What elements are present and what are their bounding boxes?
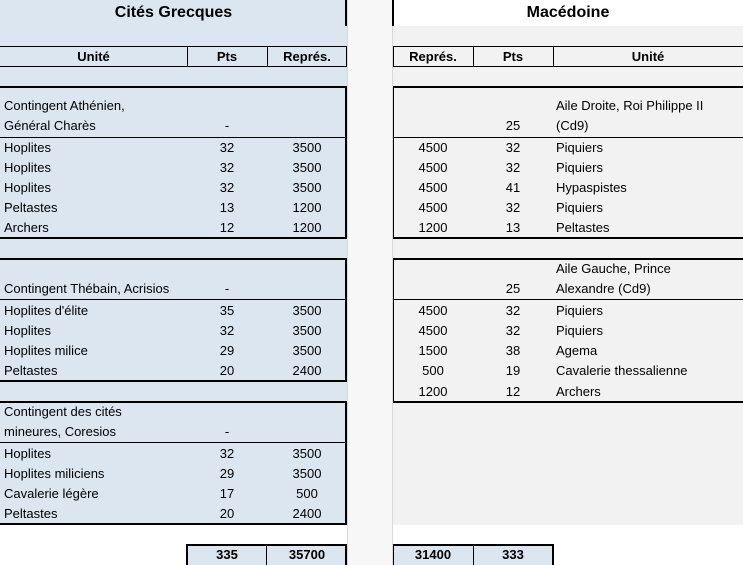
- unit-name: Agema: [556, 343, 598, 358]
- unit-name: Piquiers: [556, 303, 603, 318]
- border: [267, 46, 268, 67]
- border: [393, 46, 394, 67]
- unit-name: Hypaspistes: [556, 180, 627, 195]
- middle-gap-column: [347, 0, 393, 565]
- unit-repr: 4500: [418, 323, 448, 338]
- macedonia-header-unit: Unité: [631, 49, 665, 64]
- unit-name: Peltastes: [4, 200, 58, 215]
- macedonia-header-repr: Représ.: [409, 49, 457, 64]
- border: [0, 380, 347, 382]
- border: [553, 46, 554, 67]
- greek-total-pts: 335: [216, 547, 238, 562]
- unit-repr: 1500: [418, 343, 448, 358]
- wing-pts: 25: [505, 118, 521, 133]
- unit-pts: 12: [505, 384, 521, 399]
- unit-pts: 32: [219, 446, 235, 461]
- unit-pts: 38: [505, 343, 521, 358]
- unit-name: Piquiers: [556, 140, 603, 155]
- unit-repr: 3500: [292, 466, 322, 481]
- border: [0, 523, 347, 525]
- unit-repr: 1200: [418, 384, 448, 399]
- border: [186, 544, 188, 565]
- unit-name: Archers: [4, 220, 49, 235]
- unit-pts: 32: [505, 200, 521, 215]
- unit-repr: 1200: [292, 200, 322, 215]
- greek-title: Cités Grecques: [114, 4, 233, 21]
- unit-repr: 3500: [292, 323, 322, 338]
- wing-name-line: Alexandre (Cd9): [556, 281, 651, 296]
- greek-spacer-row: [0, 26, 347, 46]
- unit-name: Hoplites: [4, 180, 51, 195]
- greek-header-unit: Unité: [77, 49, 110, 64]
- contingent-name-line: Contingent des cités: [4, 404, 122, 419]
- border: [393, 299, 743, 300]
- unit-repr: 4500: [418, 180, 448, 195]
- unit-pts: 29: [219, 343, 235, 358]
- border: [392, 86, 743, 88]
- unit-repr: 500: [422, 363, 444, 378]
- unit-name: Hoplites: [4, 446, 51, 461]
- unit-pts: 32: [219, 323, 235, 338]
- border: [392, 0, 394, 26]
- border: [0, 258, 347, 260]
- unit-repr: 2400: [292, 363, 322, 378]
- unit-repr: 3500: [292, 446, 322, 461]
- unit-name: Peltastes: [4, 363, 58, 378]
- wing-pts: 25: [505, 281, 521, 296]
- unit-repr: 3500: [292, 160, 322, 175]
- macedonia-total-repr: 31400: [414, 547, 452, 562]
- wing-name-line: Aile Gauche, Prince: [556, 261, 671, 276]
- unit-pts: 32: [219, 160, 235, 175]
- wing-name-line: Aile Droite, Roi Philippe II: [556, 98, 704, 113]
- unit-repr: 4500: [418, 303, 448, 318]
- unit-repr: 3500: [292, 303, 322, 318]
- unit-repr: 2400: [292, 506, 322, 521]
- border: [0, 442, 347, 443]
- border: [552, 544, 554, 565]
- unit-pts: 32: [505, 323, 521, 338]
- border: [392, 237, 743, 239]
- unit-name: Piquiers: [556, 200, 603, 215]
- unit-name: Hoplites: [4, 140, 51, 155]
- border: [0, 299, 347, 300]
- unit-pts: 41: [505, 180, 521, 195]
- unit-name: Piquiers: [556, 160, 603, 175]
- unit-pts: 17: [219, 486, 235, 501]
- unit-pts: 29: [219, 466, 235, 481]
- contingent-name-line: mineures, Coresios: [4, 424, 116, 439]
- unit-repr: 4500: [418, 140, 448, 155]
- unit-name: Archers: [556, 384, 601, 399]
- unit-pts: 32: [505, 140, 521, 155]
- border: [392, 258, 743, 260]
- unit-name: Hoplites: [4, 160, 51, 175]
- unit-pts: 32: [505, 303, 521, 318]
- unit-name: Hoplites d'élite: [4, 303, 89, 318]
- unit-repr: 3500: [292, 343, 322, 358]
- border: [0, 237, 347, 239]
- unit-name: Cavalerie thessalienne: [556, 363, 688, 378]
- unit-name: Hoplites miliciens: [4, 466, 105, 481]
- unit-name: Cavalerie légère: [4, 486, 99, 501]
- contingent-pts: -: [224, 424, 230, 439]
- border: [266, 544, 267, 565]
- greek-total-repr: 35700: [288, 547, 326, 562]
- unit-name: Peltastes: [4, 506, 58, 521]
- gap-gridline: [392, 26, 393, 565]
- macedonia-title: Macédoine: [526, 4, 610, 21]
- border: [0, 46, 347, 47]
- border: [0, 66, 347, 67]
- greek-header-pts: Pts: [216, 49, 238, 64]
- unit-pts: 12: [219, 220, 235, 235]
- unit-name: Peltastes: [556, 220, 610, 235]
- unit-pts: 20: [219, 506, 235, 521]
- unit-pts: 32: [505, 160, 521, 175]
- gap-gridline: [347, 0, 348, 565]
- unit-pts: 32: [219, 140, 235, 155]
- contingent-name-line: Contingent Thébain, Acrisios: [4, 281, 170, 296]
- unit-pts: 32: [219, 180, 235, 195]
- unit-repr: 500: [296, 486, 318, 501]
- unit-name: Hoplites milice: [4, 343, 88, 358]
- unit-pts: 19: [505, 363, 521, 378]
- unit-repr: 1200: [418, 220, 448, 235]
- unit-pts: 35: [219, 303, 235, 318]
- border: [0, 401, 347, 403]
- contingent-pts: -: [224, 281, 230, 296]
- border: [473, 46, 474, 67]
- contingent-name-line: Contingent Athénien,: [4, 98, 125, 113]
- wing-name-line: (Cd9): [556, 118, 589, 133]
- contingent-name-line: Général Charès: [4, 118, 96, 133]
- unit-name: Piquiers: [556, 323, 603, 338]
- unit-pts: 20: [219, 363, 235, 378]
- macedonia-total-pts: 333: [502, 547, 524, 562]
- unit-repr: 3500: [292, 140, 322, 155]
- unit-pts: 13: [219, 200, 235, 215]
- unit-repr: 1200: [292, 220, 322, 235]
- unit-name: Hoplites: [4, 323, 51, 338]
- border: [473, 544, 474, 565]
- unit-pts: 13: [505, 220, 521, 235]
- contingent-pts: -: [224, 118, 230, 133]
- unit-repr: 3500: [292, 180, 322, 195]
- greek-header-repr: Représ.: [283, 49, 331, 64]
- unit-repr: 4500: [418, 200, 448, 215]
- border: [0, 137, 347, 138]
- macedonia-header-pts: Pts: [502, 49, 524, 64]
- unit-repr: 4500: [418, 160, 448, 175]
- border: [393, 66, 743, 67]
- border: [393, 137, 743, 138]
- border: [0, 86, 347, 88]
- border: [393, 46, 743, 47]
- macedonia-unused-area: [393, 402, 743, 525]
- border: [392, 401, 743, 403]
- border: [187, 46, 188, 67]
